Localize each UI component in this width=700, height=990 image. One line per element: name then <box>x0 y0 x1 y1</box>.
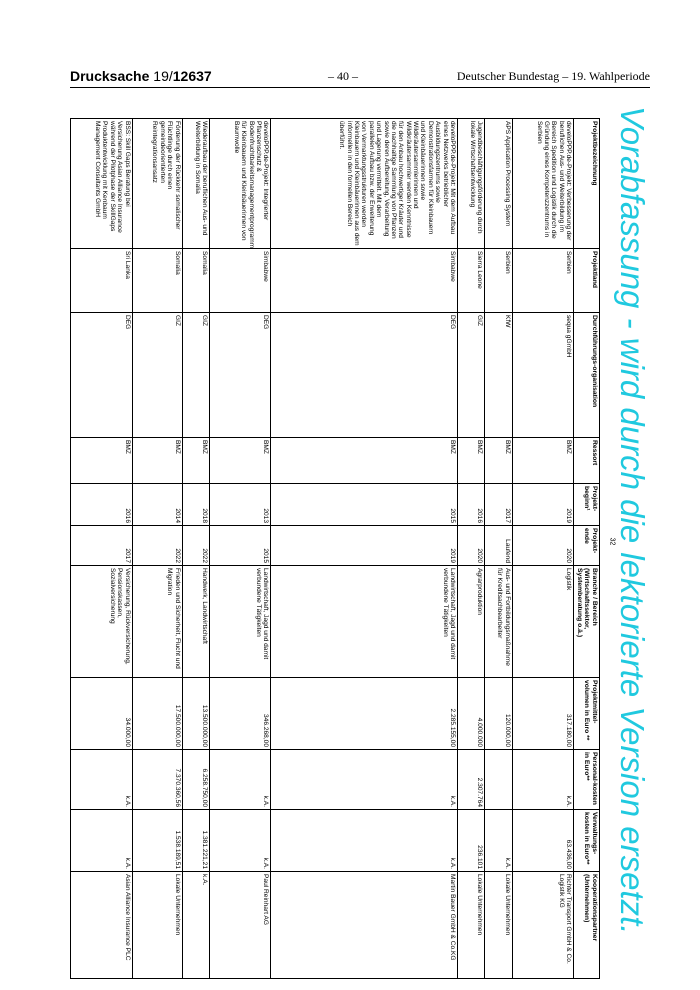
table-cell: k.A. <box>209 810 270 872</box>
table-cell: 13.500.000,00 <box>182 678 209 750</box>
table-cell: BMZ <box>512 438 573 484</box>
document-number-prefix: 19/ <box>153 68 173 84</box>
table-cell: 2018 <box>182 484 209 526</box>
table-cell: 4.000.000 <box>457 678 484 750</box>
rotated-table-container <box>70 118 600 978</box>
table-cell: k.A. <box>485 810 512 872</box>
table-cell: 1.538.189,51 <box>132 810 182 872</box>
table-cell: DEG <box>209 313 270 438</box>
table-cell: 2017 <box>71 526 133 566</box>
table-cell: KfW <box>485 313 512 438</box>
table-cell: 346.268,00 <box>209 678 270 750</box>
table-cell: 34.000,00 <box>71 678 133 750</box>
table-cell: 2016 <box>457 484 484 526</box>
column-header: Projektmittel-volumen in Euro ** <box>574 678 600 750</box>
column-header: Personal-kosten in Euro** <box>574 750 600 810</box>
table-row <box>182 119 209 979</box>
table-cell: 317.180,00 <box>512 678 573 750</box>
table-cell: Förderung der Rückkehr somalischer Flüchtlinge durch einen gemeindeorientierten Reintegrationsansatz <box>132 119 182 249</box>
table-cell: Paul Reinhart AG <box>209 872 270 979</box>
watermark-text: Vorabfassung - wird durch die lektorierte Version ersetzt. <box>614 106 651 935</box>
table-cell: GIZ <box>182 313 209 438</box>
table-cell: 63.436,00 <box>512 810 573 872</box>
table-cell: Lokale Unternehmen <box>485 872 512 979</box>
table-row <box>71 119 133 979</box>
table-cell: k.A. <box>271 810 458 872</box>
table-cell: develoPPP.de-Projekt: Verbesserung der beruflichen Aus- und Weiterbildung im Bereich Spedition und Logistik durch die Gründung eines Kompetenzzentrums in Serbien <box>512 119 573 249</box>
document-label: Drucksache <box>70 68 150 84</box>
table-cell: Laufend <box>485 526 512 566</box>
table-cell: Simbabwe <box>209 249 270 313</box>
table-row <box>271 119 458 979</box>
table-cell: 2015 <box>209 526 270 566</box>
table-cell: 236.101 <box>457 810 484 872</box>
table-cell: k.A. <box>71 750 133 810</box>
column-header: Projektbezeichnung <box>574 119 600 249</box>
table-cell: 2022 <box>132 526 182 566</box>
document-number-value: 12637 <box>172 68 212 84</box>
table-cell: Richter Transport GmbH & Co. Logistik KG <box>512 872 573 979</box>
table-cell: DEG <box>71 313 133 438</box>
table-cell: BMZ <box>271 438 458 484</box>
column-header: Branche / Bereich (Wirtschaftssektor, Systemberatung o.ä.) <box>574 566 600 678</box>
table-cell: 2020 <box>512 526 573 566</box>
table-cell: GIZ <box>132 313 182 438</box>
table-cell: k.A. <box>512 750 573 810</box>
table-cell: BMZ <box>182 438 209 484</box>
table-cell: APS Application Processing System <box>485 119 512 249</box>
table-cell: Simbabwe <box>271 249 458 313</box>
table-header-row <box>574 119 600 979</box>
table-cell: BSS: Skill Gaps Beratung bei Versicherung Asian Alliance Insurance während der Pilotphase der SkillGaps Produktentwicklung mit Kenbaum Management Consultants GmbH <box>71 119 133 249</box>
table-cell: 2.285.155,00 <box>271 678 458 750</box>
table-cell: Sri Lanka <box>71 249 133 313</box>
column-header: Projekt-beginn¹ <box>574 484 600 526</box>
table-cell: 2.307.764 <box>457 750 484 810</box>
table-cell: Frieden und Sicherheit, Flucht und Migration <box>132 566 182 678</box>
table-cell: sequa gGmbH <box>512 313 573 438</box>
table-cell: Landwirtschaft, Jagd und damit verbundene Tätigkeiten <box>209 566 270 678</box>
table-cell: Lokale Unternehmen <box>132 872 182 979</box>
table-cell: 1.381.221,21 <box>182 810 209 872</box>
table-cell: 2020 <box>457 526 484 566</box>
table-cell: k.A. <box>182 872 209 979</box>
table-cell: BMZ <box>457 438 484 484</box>
watermark <box>614 100 695 935</box>
table-cell: 2022 <box>182 526 209 566</box>
table-cell: develoPPP.de-Projekt: Integrierter Pflanzenschutz & Bodenfruchtbarkeitsmanagementprogramm für Kleinbauern und Kleinbäuerinnen von Baumwolle <box>209 119 270 249</box>
table-cell: Lokale Unternehmen <box>457 872 484 979</box>
table-cell: develoPPP.de-Projekt: Mit dem Aufbau eines Netzwerks betrieblicher Ausbildungszentrums sowie Demonstrationsfarmen für Kleinbauern und Kleinbäuerinnen sowie Wildkräutersammlerinnen und Wildkräutersammler werden Kenntnisse für den Anbau hochwertiger Kräuter und die nachhaltige Sammlung von Pflanzen sowie deren Aufbereitung, Verarbeitung und Lagerung vermittelt. Mit dem parallelen Aufbau bzw. der Erweiterung von Vermarktungsstrukturen werden Kleinbauern und Kleinbäuerinnen aus dem informellen in den formellen Bereich überführt. <box>271 119 458 249</box>
column-header: Kooperationspartner (Unternehmen) <box>574 872 600 979</box>
table-cell: Somalia <box>182 249 209 313</box>
table-cell: 2014 <box>132 484 182 526</box>
page-indicator: – 40 – <box>328 69 358 83</box>
table-cell: Handwerk, Landwirtschaft <box>182 566 209 678</box>
table-row <box>132 119 182 979</box>
table-cell: 17.500.000,00 <box>132 678 182 750</box>
table-row <box>457 119 484 979</box>
table-cell: BMZ <box>209 438 270 484</box>
table-row <box>209 119 270 979</box>
table-cell: GIZ <box>457 313 484 438</box>
table-cell: Wiederaufbau der beruflichen Aus- und Weiterbildung in Somalia <box>182 119 209 249</box>
header-rule <box>70 87 650 88</box>
table-cell: Asian Alliance Insurance PLC <box>71 872 133 979</box>
column-header: Ressort <box>574 438 600 484</box>
table-cell: DEG <box>271 313 458 438</box>
table-body <box>71 119 574 979</box>
project-table <box>70 118 600 979</box>
column-header: Projektland <box>574 249 600 313</box>
table-cell: Logistik <box>512 566 573 678</box>
table-cell: k.A. <box>271 750 458 810</box>
publisher-label: Deutscher Bundestag – 19. Wahlperiode <box>456 69 650 83</box>
column-header: Verwaltungs-kosten in Euro** <box>574 810 600 872</box>
table-cell: 2016 <box>71 484 133 526</box>
table-cell: Aus- und Fortbildungsmaßnahme für Kreditsachbearbeiter <box>485 566 512 678</box>
table-cell: Serbien <box>485 249 512 313</box>
table-cell: Martin Bauer GmbH & Co.KG <box>271 872 458 979</box>
table-cell: 2013 <box>209 484 270 526</box>
table-cell: k.A. <box>71 810 133 872</box>
table-cell: Landwirtschaft, Jagd und damit verbundene Tätigkeiten <box>271 566 458 678</box>
page-number: 32 <box>608 537 616 546</box>
table-cell: 7.370.360,56 <box>132 750 182 810</box>
table-cell: k.A. <box>209 750 270 810</box>
document-number <box>70 68 212 84</box>
table-cell: BMZ <box>132 438 182 484</box>
table-cell: Somalia <box>132 249 182 313</box>
table-cell: Sierra Leone <box>457 249 484 313</box>
table-cell: Versicherung, Rückversicherung, Pensionskassen, Sozialversicherung <box>71 566 133 678</box>
table-row <box>512 119 573 979</box>
table-cell: BMZ <box>71 438 133 484</box>
table-cell: BMZ <box>485 438 512 484</box>
table-cell: 120.000,00 <box>485 678 512 750</box>
table-cell: Agrarproduktion <box>457 566 484 678</box>
table-cell: 6.258.750,00 <box>182 750 209 810</box>
table-cell: Serbien <box>512 249 573 313</box>
table-cell: 2015 <box>271 484 458 526</box>
column-header: Durchführungs-organisation <box>574 313 600 438</box>
table-cell: 2019 <box>512 484 573 526</box>
table-cell <box>485 750 512 810</box>
table-cell: 2017 <box>485 484 512 526</box>
table-cell: Jugendbeschäftigungsförderung durch lokale Wirtschaftsentwicklung <box>457 119 484 249</box>
table-row <box>485 119 512 979</box>
column-header: Projekt-ende <box>574 526 600 566</box>
table-cell: 2019 <box>271 526 458 566</box>
